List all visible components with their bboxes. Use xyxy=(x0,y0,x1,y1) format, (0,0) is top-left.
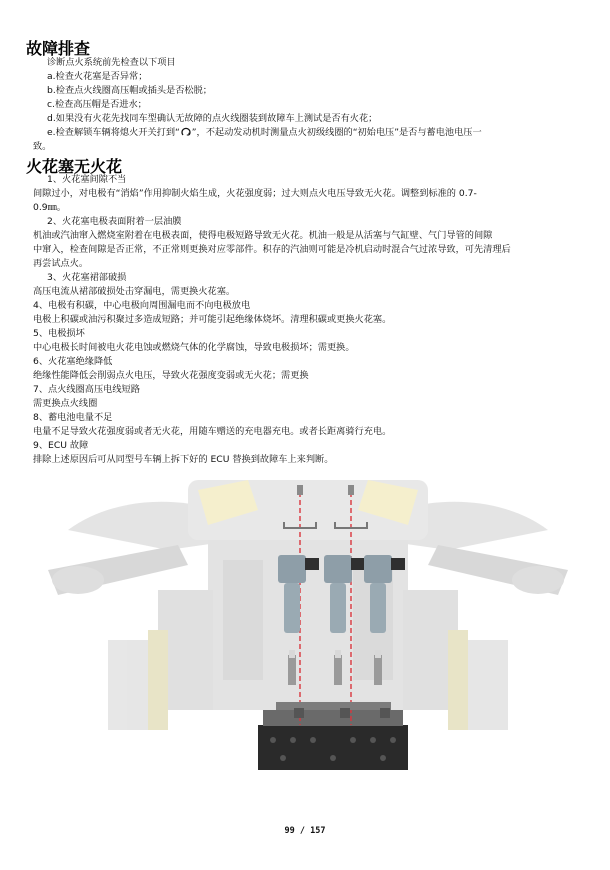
intro-text: 诊断点火系统前先检查以下项目 xyxy=(47,57,176,68)
page-number: 99 / 157 xyxy=(284,826,326,836)
check-item-b: b.检查点火线圈高压帽或插头是否松脱； xyxy=(47,85,212,96)
cause-8-heading: 8、蓄电池电量不足 xyxy=(33,412,113,423)
section-title-no-spark: 火花塞无火花 xyxy=(26,157,123,176)
check-item-e xyxy=(47,126,482,141)
cause-1-heading: 1、火花塞间隙不当 xyxy=(47,174,127,185)
check-item-e-start: e.检查解锁车辆将熄火开关打到“ xyxy=(47,127,180,138)
check-item-c: c.检查高压帽是否进水； xyxy=(47,99,147,110)
cause-5-heading: 5、电极损坏 xyxy=(33,328,85,339)
check-item-e-end: ”，不起动发动机时测量点火初级线圈的“初始电压”是否与蓄电池电压一 xyxy=(191,127,482,138)
cause-2-text-2: 中窜入，检查间隙是否正常，不正常则更换对应零部件。积存的汽油则可能是冷机启动时混合气过浓导致，可先清理后 xyxy=(33,244,511,255)
ignition-coil-exploded-view xyxy=(48,470,568,770)
cause-7-heading: 7、点火线圈高压电线短路 xyxy=(33,384,140,395)
engine-run-icon xyxy=(180,126,192,141)
cause-1-text: 间隙过小，对电极有“消焰”作用抑制火焰生成，火花强度弱；过大则点火电压导致无火花。调整到标准的 0.7- xyxy=(33,188,477,199)
cause-4-text: 电极上积碳或油污积聚过多造成短路；并可能引起绝缘体烧坏。清理积碳或更换火花塞。 xyxy=(33,314,392,325)
cause-3-heading: 3、火花塞裙部破损 xyxy=(47,272,127,283)
cause-6-text: 绝缘性能降低会削弱点火电压，导致火花强度变弱或无火花；需更换 xyxy=(33,370,309,381)
cause-2-heading: 2、火花塞电极表面附着一层油膜 xyxy=(47,216,182,227)
section-title-troubleshooting: 故障排查 xyxy=(26,39,91,58)
cause-6-heading: 6、火花塞绝缘降低 xyxy=(33,356,113,367)
cause-5-text: 中心电极长时间被电火花电蚀或燃烧气体的化学腐蚀，导致电极损坏；需更换。 xyxy=(33,342,355,353)
cause-8-text: 电量不足导致火花强度弱或者无火花，用随车赠送的充电器充电。或者长距离骑行充电。 xyxy=(33,426,392,437)
check-item-e-tail: 致。 xyxy=(33,141,52,152)
check-item-a: a.检查火花塞是否异常； xyxy=(47,71,148,82)
cause-9-text: 排除上述原因后可从同型号车辆上拆下好的 ECU 替换到故障车上来判断。 xyxy=(33,454,334,465)
check-item-d: d.如果没有火花先找同车型确认无故障的点火线圈装到故障车上测试是否有火花； xyxy=(47,113,378,124)
cause-2-text-3: 再尝试点火。 xyxy=(33,258,89,269)
cause-9-heading: 9、ECU 故障 xyxy=(33,440,89,451)
cause-2-text-1: 机油或汽油窜入燃烧室附着在电极表面，使得电极短路导致无火花。机油一般是从活塞与气缸壁、气门导管的间隙 xyxy=(33,230,493,241)
cause-3-text: 高压电流从裙部破损处击穿漏电，需更换火花塞。 xyxy=(33,286,236,297)
cause-7-text: 需更换点火线圈 xyxy=(33,398,98,409)
cause-1-text-end: 0.9㎜。 xyxy=(33,202,66,213)
cause-4-heading: 4、电极有积碳，中心电极向周围漏电而不向电极放电 xyxy=(33,300,251,311)
